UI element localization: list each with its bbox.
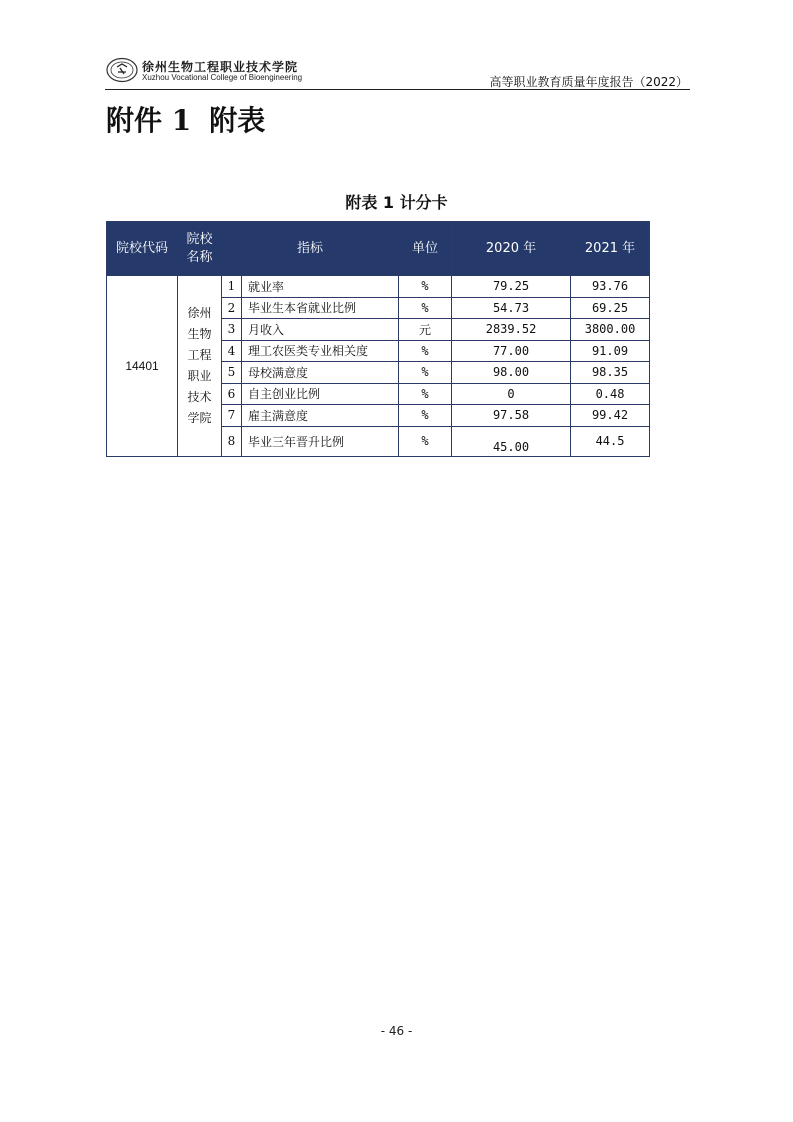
school-name (178, 276, 222, 457)
header-2021: 2021 年 (571, 222, 650, 276)
row-number: 6 (222, 383, 242, 405)
metric-unit: 元 (399, 319, 452, 341)
metric-name: 月收入 (242, 319, 399, 341)
header-school-name-line1: 院校 (186, 231, 213, 247)
school-name-line: 职业 (187, 368, 212, 383)
value-2021: 99.42 (571, 405, 650, 427)
value-2020: 45.00 (452, 426, 571, 456)
metric-unit: % (399, 340, 452, 362)
school-name-line: 技术 (187, 389, 212, 404)
value-2021: 69.25 (571, 297, 650, 319)
school-name-line: 学院 (187, 410, 212, 425)
metric-name: 理工农医类专业相关度 (242, 340, 399, 362)
page-title-label: 附件 1 (106, 104, 192, 137)
metric-unit: % (399, 276, 452, 298)
header-school-name-line2: 名称 (186, 249, 213, 265)
row-number: 7 (222, 405, 242, 427)
value-2020: 0 (452, 383, 571, 405)
value-2020: 2839.52 (452, 319, 571, 341)
school-name-line: 生物 (187, 326, 212, 341)
metric-unit: % (399, 297, 452, 319)
header-school-name (178, 222, 222, 276)
header-school-code: 院校代码 (107, 222, 178, 276)
school-code: 14401 (107, 276, 178, 457)
header-2020: 2020 年 (452, 222, 571, 276)
metric-unit: % (399, 383, 452, 405)
value-2020: 97.58 (452, 405, 571, 427)
row-number: 8 (222, 426, 242, 456)
value-2021: 3800.00 (571, 319, 650, 341)
row-number: 3 (222, 319, 242, 341)
score-card-table (106, 221, 650, 457)
row-number: 1 (222, 276, 242, 298)
page-title (106, 99, 265, 139)
row-number: 4 (222, 340, 242, 362)
metric-name: 雇主满意度 (242, 405, 399, 427)
metric-name: 自主创业比例 (242, 383, 399, 405)
value-2020: 98.00 (452, 362, 571, 384)
header-indicator: 指标 (222, 222, 399, 276)
value-2021: 93.76 (571, 276, 650, 298)
row-number: 5 (222, 362, 242, 384)
value-2021: 91.09 (571, 340, 650, 362)
value-2021: 0.48 (571, 383, 650, 405)
page-number: - 46 - (380, 1024, 413, 1038)
metric-name: 就业率 (242, 276, 399, 298)
metric-unit: % (399, 426, 452, 456)
value-2020: 77.00 (452, 340, 571, 362)
table-header-row (107, 222, 650, 276)
college-seal-icon (106, 57, 138, 83)
college-name-en: Xuzhou Vocational College of Bioengineering (142, 73, 303, 82)
table-row (107, 276, 650, 298)
header-unit: 单位 (399, 222, 452, 276)
school-name-line: 工程 (187, 347, 212, 362)
report-title: 高等职业教育质量年度报告（2022） (489, 75, 688, 89)
metric-name: 毕业三年晋升比例 (242, 426, 399, 456)
value-2020: 54.73 (452, 297, 571, 319)
metric-name: 毕业生本省就业比例 (242, 297, 399, 319)
table-caption: 附表 1 计分卡 (345, 193, 448, 212)
metric-unit: % (399, 362, 452, 384)
college-name-cn: 徐州生物工程职业技术学院 (142, 60, 299, 74)
metric-unit: % (399, 405, 452, 427)
value-2020: 79.25 (452, 276, 571, 298)
page-title-text: 附表 (209, 104, 266, 137)
header-divider (105, 89, 690, 90)
row-number: 2 (222, 297, 242, 319)
metric-name: 母校满意度 (242, 362, 399, 384)
value-2021: 98.35 (571, 362, 650, 384)
value-2021: 44.5 (571, 426, 650, 456)
school-name-line: 徐州 (187, 305, 212, 320)
